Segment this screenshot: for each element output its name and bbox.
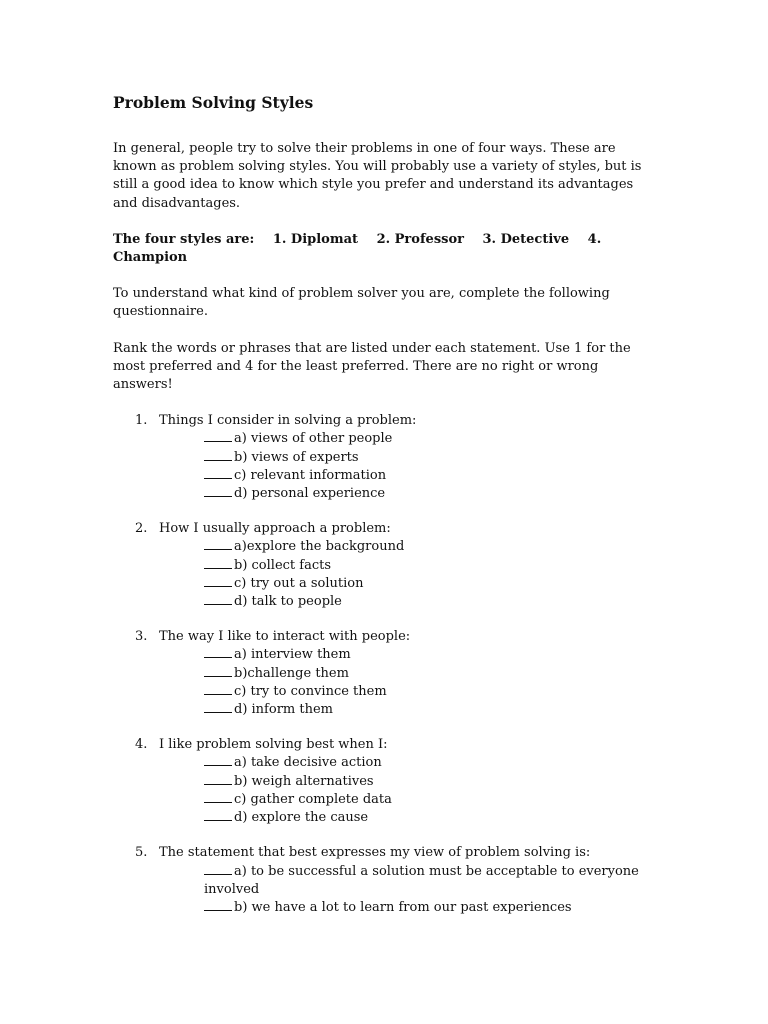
question-text: The statement that best expresses my view of problem solving is: (159, 845, 591, 861)
question-heading (113, 844, 658, 862)
rank-blank[interactable] (204, 575, 232, 587)
question-item (113, 412, 658, 503)
option-row (204, 754, 658, 772)
option-row (204, 449, 658, 467)
option-row (204, 665, 658, 683)
option-row (204, 467, 658, 485)
option-list (113, 430, 658, 503)
question-number: 1. (135, 413, 148, 429)
option-row (204, 809, 658, 827)
rank-blank[interactable] (204, 593, 232, 605)
option-label: a) interview them (234, 647, 351, 663)
option-label: d) explore the cause (234, 810, 369, 826)
question-item (113, 520, 658, 611)
question-heading (113, 520, 658, 538)
question-text: The way I like to interact with people: (159, 629, 411, 645)
option-list (113, 863, 658, 918)
question-item (113, 628, 658, 719)
option-label: c) try out a solution (234, 575, 364, 591)
question-number: 4. (135, 737, 148, 753)
question-text: How I usually approach a problem: (159, 521, 391, 537)
rank-blank[interactable] (204, 485, 232, 497)
question-text: I like problem solving best when I: (159, 737, 388, 753)
option-label: d) talk to people (234, 594, 342, 610)
rank-blank[interactable] (204, 791, 232, 803)
rank-blank[interactable] (204, 754, 232, 766)
option-row (204, 430, 658, 448)
option-label: b)challenge them (234, 665, 349, 681)
styles-lead: The four styles are: (113, 231, 255, 247)
document-title: Problem Solving Styles (113, 93, 314, 112)
option-row (204, 863, 658, 899)
option-label: b) views of experts (234, 449, 359, 465)
styles-list (113, 231, 658, 267)
question-list (113, 412, 658, 917)
intro-paragraph: In general, people try to solve their problems in one of four ways. These are known as problem solving styles. You will probably use a variety of styles, but is still a good idea to know which style you prefer and understand its advantages and disadvantages. (113, 141, 642, 211)
option-label: c) try to convince them (234, 683, 387, 699)
question-number: 5. (135, 845, 148, 861)
option-row (204, 538, 658, 556)
style-item: 3. Detective (482, 231, 570, 247)
option-label: a) take decisive action (234, 755, 382, 771)
rank-blank[interactable] (204, 683, 232, 695)
option-label: a) to be successful a solution must be acceptable to everyone involved (204, 863, 639, 897)
rank-blank[interactable] (204, 467, 232, 479)
question-heading (113, 628, 658, 646)
style-item: 2. Professor (376, 231, 464, 247)
option-label: a)explore the background (234, 539, 405, 555)
option-label: b) weigh alternatives (234, 773, 374, 789)
question-number: 3. (135, 629, 148, 645)
question-item (113, 844, 658, 917)
rank-blank[interactable] (204, 773, 232, 785)
option-row (204, 773, 658, 791)
option-label: c) relevant information (234, 467, 387, 483)
option-row (204, 899, 658, 917)
option-row (204, 485, 658, 503)
rank-blank[interactable] (204, 538, 232, 550)
question-item (113, 736, 658, 827)
option-list (113, 754, 658, 827)
rank-blank[interactable] (204, 646, 232, 658)
option-list (113, 646, 658, 719)
option-label: d) personal experience (234, 486, 386, 502)
question-heading (113, 736, 658, 754)
instruction-paragraph: To understand what kind of problem solver you are, complete the following questionnaire. (113, 286, 610, 320)
rank-blank[interactable] (204, 449, 232, 461)
option-row (204, 791, 658, 809)
document-page (113, 92, 658, 934)
option-label: c) gather complete data (234, 791, 392, 807)
rank-blank[interactable] (204, 665, 232, 677)
question-text: Things I consider in solving a problem: (159, 413, 417, 429)
question-heading (113, 412, 658, 430)
option-label: b) we have a lot to learn from our past experiences (234, 899, 572, 915)
rank-blank[interactable] (204, 701, 232, 713)
option-label: b) collect facts (234, 557, 332, 573)
rank-blank[interactable] (204, 430, 232, 442)
rank-blank[interactable] (204, 809, 232, 821)
option-list (113, 538, 658, 611)
option-label: d) inform them (234, 702, 333, 718)
option-row (204, 701, 658, 719)
question-number: 2. (135, 521, 148, 537)
rank-blank[interactable] (204, 899, 232, 911)
ranking-instruction: Rank the words or phrases that are listed under each statement. Use 1 for the most preferred and 4 for the least preferred. There are no right or wrong answers! (113, 340, 631, 393)
style-item: 4. Champion (113, 231, 602, 266)
option-row (204, 593, 658, 611)
option-row (204, 557, 658, 575)
option-label: a) views of other people (234, 431, 393, 447)
rank-blank[interactable] (204, 863, 232, 875)
rank-blank[interactable] (204, 557, 232, 569)
option-row (204, 683, 658, 701)
style-item: 1. Diplomat (272, 231, 359, 247)
option-row (204, 575, 658, 593)
option-row (204, 646, 658, 664)
